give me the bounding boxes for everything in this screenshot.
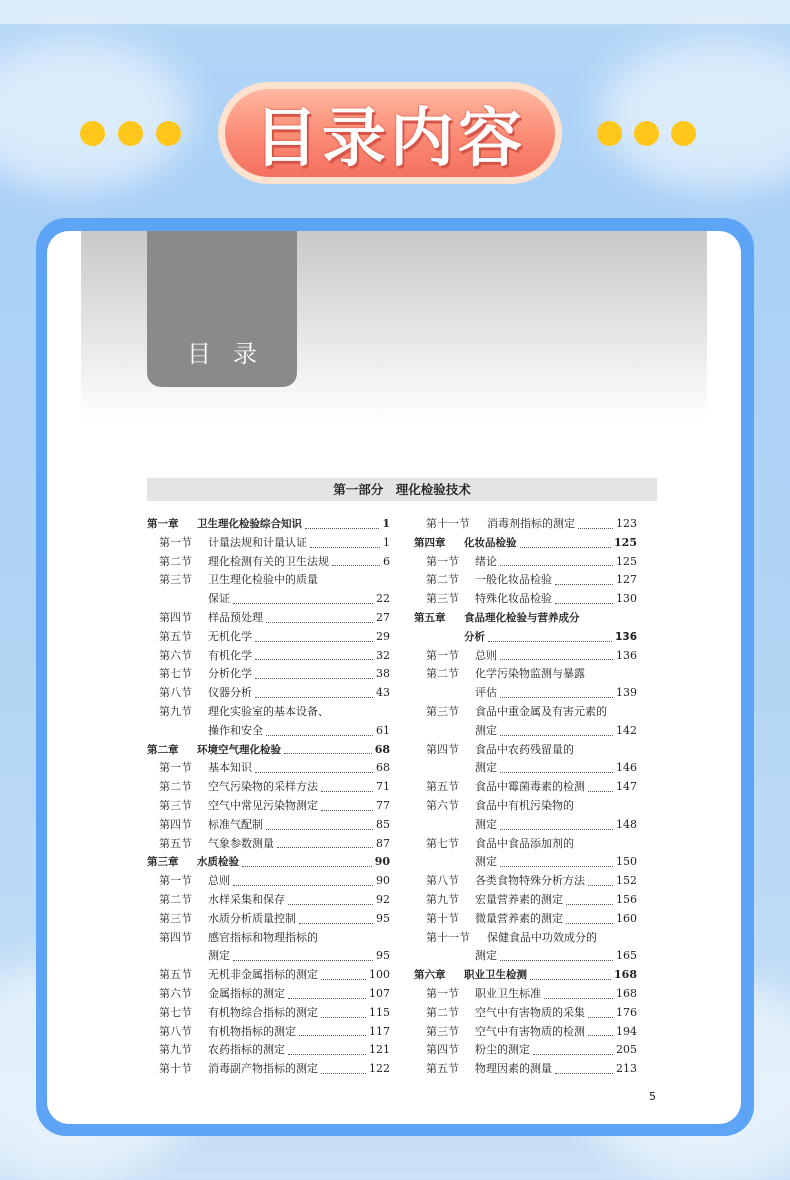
cloud-decoration: [600, 40, 790, 190]
toc-entry-page: 152: [616, 874, 637, 888]
toc-entry-title: 消毒剂指标的测定: [487, 517, 575, 530]
toc-dot-leader: [500, 829, 613, 830]
toc-entry-page: 77: [376, 798, 390, 812]
toc-entry-page: 90: [374, 855, 390, 869]
toc-entry-page: 68: [374, 742, 390, 756]
toc-dot-leader: [500, 960, 613, 961]
toc-entry-number: 第三节: [426, 592, 459, 606]
toc-entry-title: 样品预处理: [208, 610, 263, 624]
toc-chapter-row: [147, 741, 390, 760]
toc-entry-title: 食品中霉菌毒素的检测: [475, 780, 585, 794]
toc-entry-title: 感官指标和物理指标的: [208, 930, 318, 944]
toc-entry-page: 95: [376, 949, 390, 963]
toc-section-row: [147, 703, 390, 722]
toc-entry-page: 1: [382, 517, 390, 530]
toc-entry-page: 6: [383, 554, 390, 568]
toc-entry-number: 第一节: [426, 986, 459, 1000]
toc-section-row: [414, 665, 637, 684]
toc-dot-leader: [284, 753, 372, 754]
toc-entry-number: 第一章: [147, 518, 179, 530]
toc-dot-leader: [500, 772, 613, 773]
toc-entry-page: 142: [616, 723, 637, 737]
toc-dot-leader: [500, 735, 613, 736]
toc-dot-leader: [488, 641, 612, 642]
toc-entry-title: 测定: [475, 723, 497, 737]
toc-entry-page: 117: [369, 1024, 390, 1038]
toc-dot-leader: [588, 1035, 613, 1036]
toc-continuation-row: [147, 947, 390, 966]
toc-entry-title: 无机非金属指标的测定: [208, 968, 318, 982]
toc-entry-title: 卫生理化检验中的质量: [208, 573, 318, 587]
toc-entry-title: 职业卫生检测: [464, 969, 527, 982]
title-banner-inner: [225, 89, 555, 177]
toc-section-row: [147, 553, 390, 572]
toc-section-row: [147, 609, 390, 628]
toc-entry-title: 理化实验室的基本设备、: [208, 704, 329, 718]
toc-entry-number: 第五节: [426, 1062, 459, 1076]
toc-entry-page: 168: [616, 986, 637, 1000]
toc-dot-leader: [255, 772, 373, 773]
toc-entry-page: 92: [376, 892, 390, 906]
toc-dot-leader: [533, 1054, 613, 1055]
toc-entry-number: 第三章: [147, 856, 179, 869]
toc-entry-number: 第三节: [426, 1024, 459, 1038]
toc-entry-title: 理化检测有关的卫生法规: [208, 554, 329, 568]
toc-entry-page: 87: [376, 836, 390, 850]
toc-entry-number: 第一节: [159, 761, 192, 775]
toc-entry-title: 化学污染物监测与暴露: [475, 667, 585, 681]
toc-page: [47, 231, 741, 1124]
decorative-dot: [156, 121, 181, 146]
toc-section-row: [147, 1041, 390, 1060]
toc-section-row: [414, 891, 637, 910]
toc-entry-number: 第三节: [426, 704, 459, 718]
toc-section-row: [414, 1023, 637, 1042]
toc-entry-number: 第六节: [159, 986, 192, 1000]
toc-entry-page: 121: [369, 1043, 390, 1057]
toc-dot-leader: [566, 923, 613, 924]
toc-entry-number: 第六章: [414, 969, 446, 982]
toc-entry-page: 165: [616, 949, 637, 963]
toc-section-row: [414, 778, 637, 797]
toc-entry-number: 第八节: [426, 874, 459, 888]
toc-entry-number: 第二节: [159, 554, 192, 568]
toc-section-row: [147, 797, 390, 816]
toc-section-row: [147, 816, 390, 835]
toc-dot-leader: [500, 866, 613, 867]
toc-dot-leader: [520, 547, 612, 548]
toc-entry-number: 第五节: [159, 629, 192, 643]
toc-entry-page: 127: [616, 573, 637, 587]
toc-section-row: [414, 835, 637, 854]
toc-entry-title: 测定: [475, 761, 497, 775]
toc-entry-number: 第一节: [426, 648, 459, 662]
toc-entry-title: 仪器分析: [208, 686, 252, 700]
toc-entry-title: 有机物综合指标的测定: [208, 1005, 318, 1019]
toc-section-row: [147, 647, 390, 666]
toc-section-row: [147, 571, 390, 590]
toc-entry-title: 空气中有害物质的采集: [475, 1005, 585, 1019]
toc-entry-number: 第二节: [426, 667, 459, 681]
toc-entry-page: 130: [616, 592, 637, 606]
decorative-dot: [80, 121, 105, 146]
toc-entry-number: 第九节: [159, 1043, 192, 1057]
toc-entry-page: 71: [376, 780, 390, 794]
toc-dot-leader: [255, 641, 373, 642]
toc-entry-title: 总则: [475, 648, 497, 662]
toc-entry-page: 32: [376, 648, 390, 662]
toc-entry-title: 化妆品检验: [464, 536, 517, 549]
toc-entry-number: 第八节: [159, 1024, 192, 1038]
toc-entry-title: 保证: [208, 592, 230, 606]
toc-entry-title: 分析化学: [208, 667, 252, 681]
toc-entry-page: 148: [616, 817, 637, 831]
toc-entry-page: 115: [369, 1005, 390, 1019]
toc-dot-leader: [255, 678, 373, 679]
toc-entry-number: 第十一节: [426, 930, 470, 944]
toc-continuation-row: [414, 759, 637, 778]
toc-dot-leader: [266, 829, 373, 830]
toc-entry-title: 绪论: [475, 554, 497, 568]
toc-section-row: [414, 985, 637, 1004]
toc-entry-number: 第七节: [159, 1005, 192, 1019]
toc-entry-number: 第八节: [159, 686, 192, 700]
toc-entry-title: 水样采集和保存: [208, 892, 285, 906]
toc-entry-page: 27: [376, 610, 390, 624]
toc-entry-page: 95: [376, 911, 390, 925]
toc-chapter-row: [414, 966, 637, 985]
toc-continuation-row: [414, 816, 637, 835]
toc-dot-leader: [555, 603, 613, 604]
toc-continuation-row: [147, 722, 390, 741]
toc-entry-title: 测定: [475, 949, 497, 963]
toc-entry-page: 100: [369, 968, 390, 982]
toc-dot-leader: [255, 659, 373, 660]
toc-dot-leader: [500, 659, 613, 660]
toc-entry-number: 第二节: [159, 892, 192, 906]
toc-entry-number: 第五章: [414, 611, 446, 624]
toc-section-row: [414, 703, 637, 722]
toc-dot-leader: [299, 923, 373, 924]
toc-dot-leader: [233, 885, 373, 886]
toc-section-row: [147, 872, 390, 891]
toc-section-row: [147, 628, 390, 647]
toc-entry-page: 168: [614, 968, 637, 982]
toc-dot-leader: [588, 885, 613, 886]
toc-entry-title: 测定: [208, 949, 230, 963]
toc-right-column: [414, 515, 637, 1079]
toc-entry-title: 食品中有机污染物的: [475, 798, 574, 812]
toc-entry-title: 食品中食品添加剂的: [475, 836, 574, 850]
toc-entry-page: 29: [376, 629, 390, 643]
toc-entry-number: 第三节: [159, 911, 192, 925]
toc-entry-title: 食品中农药残留量的: [475, 742, 574, 756]
toc-continuation-row: [414, 853, 637, 872]
toc-dot-leader: [299, 1035, 366, 1036]
toc-dot-leader: [530, 979, 611, 980]
toc-entry-number: 第四章: [414, 536, 446, 549]
toc-section-row: [414, 590, 637, 609]
toc-section-row: [147, 665, 390, 684]
toc-entry-number: 第六节: [426, 798, 459, 812]
toc-entry-page: 68: [376, 761, 390, 775]
toc-dot-leader: [266, 622, 373, 623]
toc-entry-page: 136: [615, 630, 637, 643]
toc-section-row: [147, 966, 390, 985]
toc-entry-title: 标准气配制: [208, 817, 263, 831]
toc-entry-number: 第二节: [426, 1005, 459, 1019]
toc-entry-title: 分析: [464, 630, 485, 643]
toc-entry-page: 194: [616, 1024, 637, 1038]
toc-entry-number: 第四节: [159, 930, 192, 944]
toc-dot-leader: [321, 1073, 366, 1074]
toc-dot-leader: [255, 697, 373, 698]
toc-section-row: [147, 985, 390, 1004]
toc-dot-leader: [277, 847, 373, 848]
toc-tab-label: 目录: [187, 340, 279, 368]
toc-dot-leader: [288, 904, 373, 905]
toc-entry-page: 125: [614, 535, 637, 549]
toc-dot-leader: [305, 528, 379, 529]
toc-entry-page: 213: [616, 1062, 637, 1076]
decorative-dot: [671, 121, 696, 146]
toc-dot-leader: [578, 528, 613, 529]
page-number: 5: [649, 1090, 656, 1103]
decorative-dot: [634, 121, 659, 146]
toc-chapter-row: [147, 853, 390, 872]
toc-entry-number: 第五节: [159, 968, 192, 982]
toc-entry-title: 有机化学: [208, 648, 252, 662]
toc-chapter-row: [414, 609, 637, 628]
toc-continuation-row: [414, 628, 637, 647]
toc-entry-page: 22: [376, 592, 390, 606]
toc-entry-page: 125: [616, 554, 637, 568]
toc-dot-leader: [500, 697, 613, 698]
toc-section-row: [147, 910, 390, 929]
toc-entry-title: 空气中有害物质的检测: [475, 1024, 585, 1038]
toc-section-row: [414, 741, 637, 760]
toc-section-row: [414, 1004, 637, 1023]
toc-section-row: [147, 759, 390, 778]
toc-entry-number: 第四节: [426, 742, 459, 756]
toc-entry-title: 卫生理化检验综合知识: [197, 518, 302, 530]
toc-section-row: [414, 647, 637, 666]
top-band: [0, 0, 790, 24]
toc-entry-number: 第四节: [426, 1043, 459, 1057]
toc-chapter-row: [414, 534, 637, 553]
toc-continuation-row: [414, 947, 637, 966]
toc-entry-page: 123: [616, 517, 637, 530]
toc-entry-number: 第十一节: [426, 517, 470, 530]
toc-left-column: [147, 515, 390, 1079]
toc-continuation-row: [414, 684, 637, 703]
toc-entry-number: 第一节: [159, 874, 192, 888]
toc-section-row: [414, 1041, 637, 1060]
title-banner: [218, 82, 562, 184]
cloud-decoration: [0, 40, 190, 190]
toc-entry-page: 150: [616, 855, 637, 869]
toc-entry-number: 第七节: [426, 836, 459, 850]
toc-entry-number: 第一节: [426, 554, 459, 568]
toc-entry-title: 计量法规和计量认证: [208, 535, 307, 549]
toc-entry-title: 总则: [208, 874, 230, 888]
toc-section-row: [414, 515, 637, 534]
toc-entry-title: 空气中常见污染物测定: [208, 798, 318, 812]
toc-dot-leader: [588, 1017, 613, 1018]
toc-entry-page: 156: [616, 892, 637, 906]
toc-entry-number: 第三节: [159, 798, 192, 812]
toc-section-row: [147, 1004, 390, 1023]
toc-section-row: [414, 929, 637, 948]
toc-entry-number: 第一节: [159, 535, 192, 549]
toc-dot-leader: [544, 998, 613, 999]
toc-dot-leader: [321, 979, 366, 980]
toc-entry-page: 176: [616, 1005, 637, 1019]
toc-entry-number: 第十节: [159, 1062, 192, 1076]
toc-entry-title: 消毒副产物指标的测定: [208, 1062, 318, 1076]
toc-section-row: [414, 571, 637, 590]
toc-entry-title: 各类食物特殊分析方法: [475, 874, 585, 888]
toc-entry-title: 粉尘的测定: [475, 1043, 530, 1057]
toc-entry-title: 微量营养素的测定: [475, 911, 563, 925]
toc-entry-title: 气象参数测量: [208, 836, 274, 850]
toc-entry-title: 水质分析质量控制: [208, 911, 296, 925]
toc-section-row: [147, 929, 390, 948]
toc-dot-leader: [500, 565, 613, 566]
toc-entry-number: 第九节: [426, 892, 459, 906]
part-title: 第一部分 理化检验技术: [147, 478, 657, 501]
toc-section-row: [147, 1060, 390, 1079]
toc-section-row: [414, 553, 637, 572]
toc-entry-title: 农药指标的测定: [208, 1043, 285, 1057]
toc-entry-number: 第三节: [159, 573, 192, 587]
toc-entry-page: 107: [369, 986, 390, 1000]
decorative-dot: [597, 121, 622, 146]
toc-entry-title: 水质检验: [197, 856, 239, 869]
toc-entry-page: 1: [383, 535, 390, 549]
toc-section-row: [147, 1023, 390, 1042]
toc-dot-leader: [233, 603, 373, 604]
toc-entry-title: 基本知识: [208, 761, 252, 775]
toc-entry-title: 物理因素的测量: [475, 1062, 552, 1076]
toc-entry-title: 职业卫生标准: [475, 986, 541, 1000]
toc-entry-page: 136: [616, 648, 637, 662]
toc-entry-title: 特殊化妆品检验: [475, 592, 552, 606]
toc-dot-leader: [266, 735, 373, 736]
toc-entry-number: 第二节: [426, 573, 459, 587]
toc-continuation-row: [414, 722, 637, 741]
toc-entry-number: 第四节: [159, 610, 192, 624]
toc-entry-number: 第九节: [159, 704, 192, 718]
toc-entry-page: 160: [616, 911, 637, 925]
toc-dot-leader: [566, 904, 613, 905]
toc-entry-number: 第二节: [159, 780, 192, 794]
toc-entry-number: 第五节: [159, 836, 192, 850]
toc-entry-number: 第七节: [159, 667, 192, 681]
toc-section-row: [147, 778, 390, 797]
toc-dot-leader: [555, 584, 613, 585]
toc-entry-page: 38: [376, 667, 390, 681]
toc-entry-page: 139: [616, 686, 637, 700]
toc-entry-page: 146: [616, 761, 637, 775]
decorative-dot: [118, 121, 143, 146]
toc-section-row: [147, 534, 390, 553]
toc-dot-leader: [310, 547, 380, 548]
toc-entry-page: 147: [616, 780, 637, 794]
toc-entry-title: 空气污染物的采样方法: [208, 780, 318, 794]
toc-entry-title: 评估: [475, 686, 497, 700]
banner-title: 目录内容: [254, 102, 526, 176]
toc-entry-title: 无机化学: [208, 629, 252, 643]
toc-section-row: [414, 797, 637, 816]
toc-section-row: [147, 835, 390, 854]
toc-dot-leader: [555, 1073, 613, 1074]
toc-entry-title: 金属指标的测定: [208, 986, 285, 1000]
toc-dot-leader: [233, 960, 373, 961]
toc-entry-title: 测定: [475, 817, 497, 831]
toc-entry-title: 宏量营养素的测定: [475, 892, 563, 906]
toc-section-row: [414, 872, 637, 891]
toc-entry-number: 第四节: [159, 817, 192, 831]
toc-dot-leader: [242, 866, 372, 867]
toc-entry-title: 有机物指标的测定: [208, 1024, 296, 1038]
toc-entry-title: 环境空气理化检验: [197, 743, 281, 756]
toc-entry-title: 保健食品中功效成分的: [487, 930, 597, 944]
toc-section-row: [414, 1060, 637, 1079]
toc-entry-page: 85: [376, 817, 390, 831]
toc-entry-title: 测定: [475, 855, 497, 869]
toc-section-row: [147, 891, 390, 910]
toc-entry-title: 食品理化检验与营养成分: [464, 611, 580, 624]
toc-dot-leader: [321, 1017, 366, 1018]
toc-entry-page: 43: [376, 686, 390, 700]
toc-chapter-row: [147, 515, 390, 534]
toc-dot-leader: [588, 791, 613, 792]
toc-entry-page: 205: [616, 1043, 637, 1057]
toc-entry-page: 90: [376, 874, 390, 888]
toc-entry-title: 操作和安全: [208, 723, 263, 737]
toc-entry-title: 食品中重金属及有害元素的: [475, 704, 607, 718]
toc-entry-page: 61: [376, 723, 390, 737]
toc-dot-leader: [288, 998, 366, 999]
toc-entry-number: 第二章: [147, 743, 179, 756]
toc-dot-leader: [321, 810, 373, 811]
toc-section-row: [147, 684, 390, 703]
toc-entry-number: 第十节: [426, 911, 459, 925]
toc-dot-leader: [332, 565, 380, 566]
toc-entry-number: 第六节: [159, 648, 192, 662]
toc-dot-leader: [288, 1054, 366, 1055]
toc-tab: [147, 231, 297, 387]
toc-entry-number: 第五节: [426, 780, 459, 794]
toc-entry-title: 一般化妆品检验: [475, 573, 552, 587]
toc-entry-page: 122: [369, 1062, 390, 1076]
toc-section-row: [414, 910, 637, 929]
toc-dot-leader: [321, 791, 373, 792]
toc-continuation-row: [147, 590, 390, 609]
